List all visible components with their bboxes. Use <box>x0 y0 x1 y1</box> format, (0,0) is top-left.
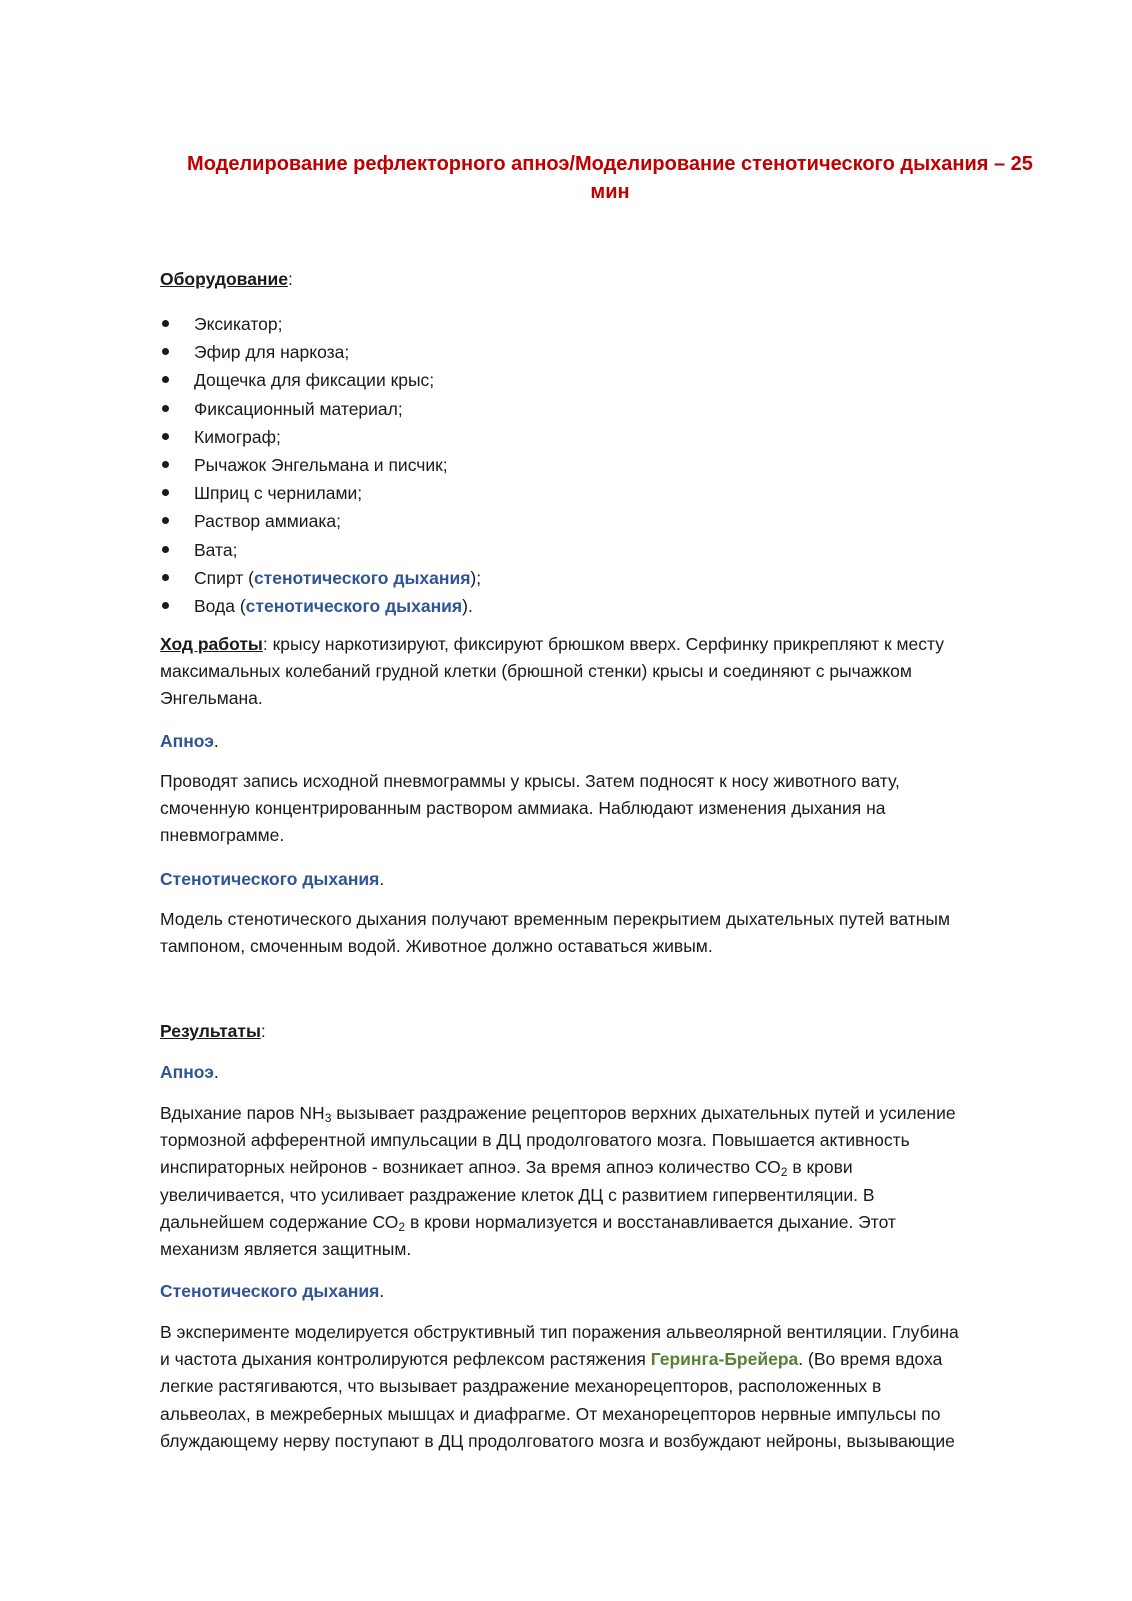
list-item: Дощечка для фиксации крыс; <box>160 366 481 394</box>
list-item: Раствор аммиака; <box>160 507 481 535</box>
link-stenotic-breathing[interactable]: стенотического дыхания <box>245 595 463 616</box>
title-line-1: Моделирование рефлекторного апноэ/Моделирование стенотического дыхания – 25 <box>187 153 1033 175</box>
list-item: Вода (стенотического дыхания). <box>160 592 481 620</box>
equipment-heading-text: Оборудование <box>160 269 288 289</box>
apnea-heading: Апноэ. <box>160 731 219 751</box>
list-item: Эфир для наркоза; <box>160 338 481 366</box>
results-heading: Результаты: <box>160 1021 266 1041</box>
apnea-paragraph: Проводят запись исходной пневмограммы у крысы. Затем подносят к носу животного вату, смоченную концентрированным раствором аммиака. Наблюдают изменения дыхания на пневмограмме. <box>160 771 900 846</box>
results-apnea-heading: Апноэ. <box>160 1062 219 1082</box>
list-item: Вата; <box>160 536 481 564</box>
document-title <box>160 150 1060 206</box>
list-item: Эксикатор; <box>160 310 481 338</box>
link-hering-breuer[interactable]: Геринга-Брейера <box>650 1349 799 1370</box>
list-item: Фиксационный материал; <box>160 395 481 423</box>
procedure-heading: Ход работы <box>160 634 263 654</box>
bullet-icon <box>162 405 169 412</box>
bullet-icon <box>162 433 169 440</box>
bullet-icon <box>162 348 169 355</box>
stenotic-paragraph: Модель стенотического дыхания получают временным перекрытием дыхательных путей ватным тампоном, смоченным водой. Животное должно оставаться живым. <box>160 909 951 957</box>
bullet-icon <box>162 489 169 496</box>
bullet-icon <box>162 574 169 581</box>
link-stenotic-breathing[interactable]: Стенотического дыхания <box>160 869 380 889</box>
title-line-2: мин <box>590 181 630 203</box>
bullet-icon <box>162 517 169 524</box>
bullet-icon <box>162 376 169 383</box>
equipment-heading: Оборудование: <box>160 269 293 289</box>
list-item: Кимограф; <box>160 423 481 451</box>
results-stenotic-heading: Стенотического дыхания. <box>160 1281 385 1301</box>
results-apnea-paragraph: Вдыхание паров $NH_3$ вызывает раздражение рецепторов верхних дыхательных путей и усиление тормозной афферентной импульсации в ДЦ продолговатого мозга. Повышается активность инспираторных нейронов - возникает апноэ. За время апноэ количество $СО_2$ в крови увеличивается, что усиливает раздражение клеток ДЦ с развитием гипервентиляции. В дальнейшем содержание $СО_2$ в крови нормализуется и восстанавливается дыхание. Этот механизм является защитным. <box>160 1103 956 1260</box>
link-stenotic-breathing[interactable]: Стенотического дыхания <box>160 1281 380 1301</box>
list-item: Спирт (стенотического дыхания); <box>160 564 481 592</box>
results-heading-text: Результаты <box>160 1021 261 1041</box>
equipment-list <box>160 310 481 620</box>
bullet-icon <box>162 461 169 468</box>
bullet-icon <box>162 546 169 553</box>
procedure-paragraph: Ход работы: крысу наркотизируют, фиксируют брюшком вверх. Серфинку прикрепляют к месту максимальных колебаний грудной клетки (брюшной стенки) крысы и соединяют с рычажком Энгельмана. <box>160 634 944 709</box>
link-apnea[interactable]: Апноэ <box>160 731 214 751</box>
results-stenotic-paragraph: В эксперименте моделируется обструктивный тип поражения альвеолярной вентиляции. Глубина и частота дыхания контролируются рефлексом растяжения Геринга-Брейера. (Во время вдоха легкие растягиваются, что вызывает раздражение механорецепторов, расположенных в альвеолах, в межреберных мышцах и диафрагме. От механорецепторов нервные импульсы по блуждающему нерву поступают в ДЦ продолговатого мозга и возбуждают нейроны, вызывающие <box>160 1322 959 1451</box>
link-apnea[interactable]: Апноэ <box>160 1062 214 1082</box>
bullet-icon <box>162 320 169 327</box>
list-item: Шприц с чернилами; <box>160 479 481 507</box>
stenotic-heading: Стенотического дыхания. <box>160 869 385 889</box>
bullet-icon <box>162 602 169 609</box>
link-stenotic-breathing[interactable]: стенотического дыхания <box>253 567 471 588</box>
list-item: Рычажок Энгельмана и писчик; <box>160 451 481 479</box>
